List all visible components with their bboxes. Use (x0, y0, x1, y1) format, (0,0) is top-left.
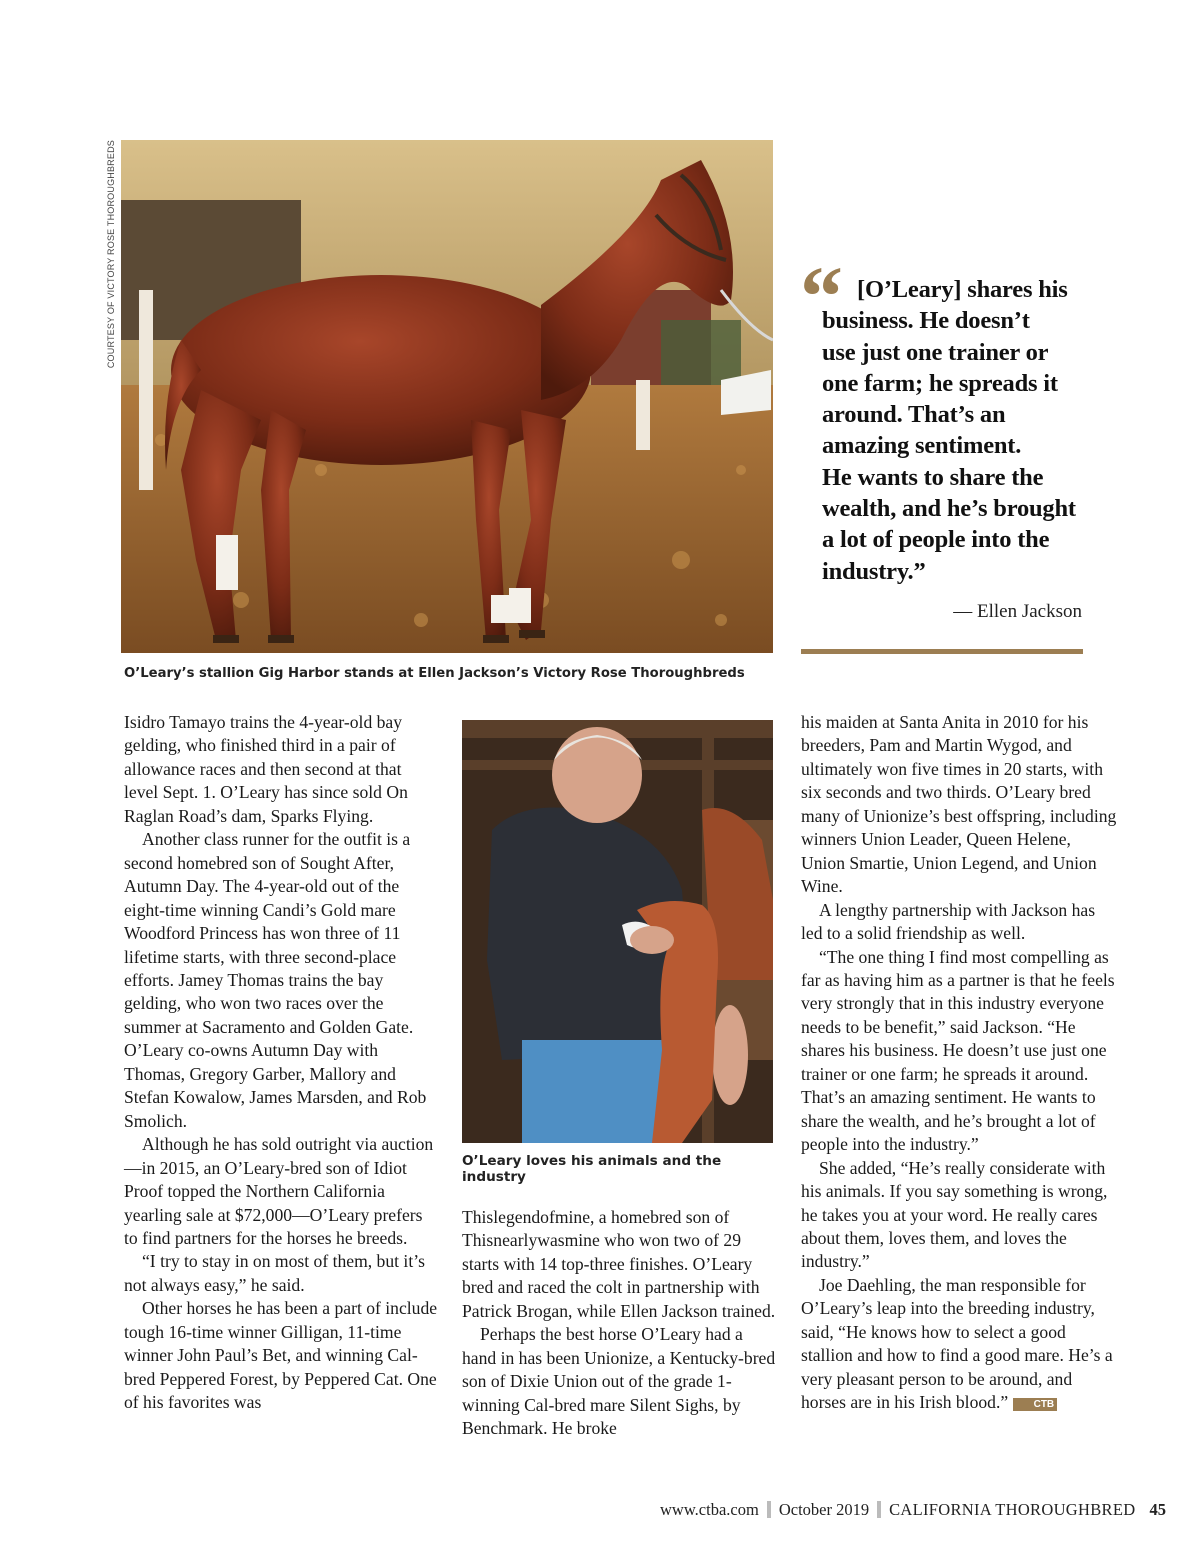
photo-credit: COURTESY OF VICTORY ROSE THOROUGHBREDS (106, 140, 116, 369)
page-number: 45 (1149, 1500, 1166, 1519)
paragraph-text: Joe Daehling, the man responsible for O’Leary’s leap into the breeding industry, said, “He knows how to select a good stallion and how to find a good mare. He’s a very pleasant person to be around, and horses are in his Irish blood.” (801, 1274, 1113, 1413)
pull-quote (822, 274, 1094, 587)
paragraph: Perhaps the best horse O’Leary had a hand in has been Unionize, a Kentucky-bred son of Dixie Union out of the grade 1-winning Cal-bred mare Silent Sighs, by Benchmark. He broke (462, 1324, 776, 1439)
quote-mark-icon: “ (800, 248, 843, 344)
footer-separator (877, 1501, 881, 1518)
article-column-3 (801, 711, 1117, 1415)
footer-issue: October 2019 (778, 1500, 870, 1519)
paragraph: Other horses he has been a part of include tough 16-time winner Gilligan, 11-time winner John Paul’s Bet, and winning Cal-bred Peppered Forest, by Peppered Cat. One of his favorites was (124, 1298, 438, 1413)
stallion-photo (121, 140, 773, 653)
pull-quote-line: use just one trainer or (822, 338, 1049, 366)
pull-quote-rule (801, 649, 1083, 654)
footer-separator (767, 1501, 771, 1518)
pull-quote-line: industry.” (822, 557, 926, 585)
pull-quote-line: [O’Leary] shares his (857, 276, 1068, 303)
pull-quote-line: one farm; he spreads it (822, 369, 1058, 397)
pull-quote-line: He wants to share the (822, 463, 1044, 491)
paragraph: A lengthy partnership with Jackson has led to a solid friendship as well. (801, 899, 1096, 944)
paragraph: his maiden at Santa Anita in 2010 for his breeders, Pam and Martin Wygod, and ultimately won five times in 20 starts, with six seconds and two thirds. O’Leary bred many of Unionize’s best offspring, including winners Union Leader, Queen Helene, Union Smartie, Union Legend, and Union Wine. (801, 712, 1117, 897)
paragraph: Although he has sold outright via auction—in 2015, an O’Leary-bred son of Idiot Proof topped the Northern California yearling sale at $72,000—O’Leary prefers to find partners for the horses he breeds. (124, 1134, 434, 1248)
article-column-1 (124, 711, 440, 1415)
ctb-end-mark: CTB (1013, 1398, 1058, 1411)
page-footer (660, 1500, 1166, 1530)
pull-quote-line: a lot of people into the (822, 526, 1050, 554)
footer-website: www.ctba.com (660, 1500, 759, 1519)
paragraph: Another class runner for the outfit is a second homebred son of Sought After, Autumn Day. The 4-year-old out of the eight-time winning Candi’s Gold mare Woodford Princess has won three of 11 lifetime starts, with three second-place efforts. Jamey Thomas trains the bay gelding, who won two races over the summer at Sacramento and Golden Gate. O’Leary co-owns Autumn Day with Thomas, Gregory Garber, Mallory and Stefan Kowalow, James Marsden, and Rob Smolich. (124, 829, 427, 1131)
footer-magazine: CALIFORNIA THOROUGHBRED (889, 1500, 1136, 1519)
oleary-foal-photo (462, 720, 773, 1143)
pull-quote-line: business. He doesn’t (822, 307, 1030, 335)
paragraph: “The one thing I find most compelling as far as having him as a partner is that he feels very strongly that in this industry everyone needs to be benefit,” said Jackson. “He shares his business. He doesn’t use just one trainer or one farm; he spreads it around. That’s an amazing sentiment. He wants to share the wealth, and he’s brought a lot of people into the industry.” (801, 946, 1115, 1155)
paragraph: Thislegendofmine, a homebred son of Thisnearlywasmine who won two of 29 starts with 14 top-three finishes. O’Leary bred and raced the colt in partnership with Patrick Brogan, while Ellen Jackson trained. (462, 1207, 776, 1321)
foal-photo-caption: O’Leary loves his animals and the industry (462, 1153, 722, 1185)
paragraph: She added, “He’s really considerate with his animals. If you say something is wrong, he takes you at your word. He really cares about them, loves them, and loves the industry.” (801, 1157, 1108, 1272)
paragraph (801, 1274, 1117, 1415)
pull-quote-line: wealth, and he’s brought (822, 495, 1076, 523)
article-column-2 (462, 1206, 778, 1441)
paragraph: “I try to stay in on most of them, but it’s not always easy,” he said. (124, 1251, 425, 1295)
pull-quote-line: around. That’s an (822, 401, 1006, 429)
paragraph: Isidro Tamayo trains the 4-year-old bay gelding, who finished third in a pair of allowance races and then second at that level Sept. 1. O’Leary has since sold On Raglan Road’s dam, Sparks Flying. (124, 712, 408, 826)
stallion-photo-caption: O’Leary’s stallion Gig Harbor stands at Ellen Jackson’s Victory Rose Thoroughbreds (124, 666, 745, 681)
pull-quote-attribution: — Ellen Jackson (953, 601, 1082, 622)
pull-quote-line: amazing sentiment. (822, 432, 1022, 460)
